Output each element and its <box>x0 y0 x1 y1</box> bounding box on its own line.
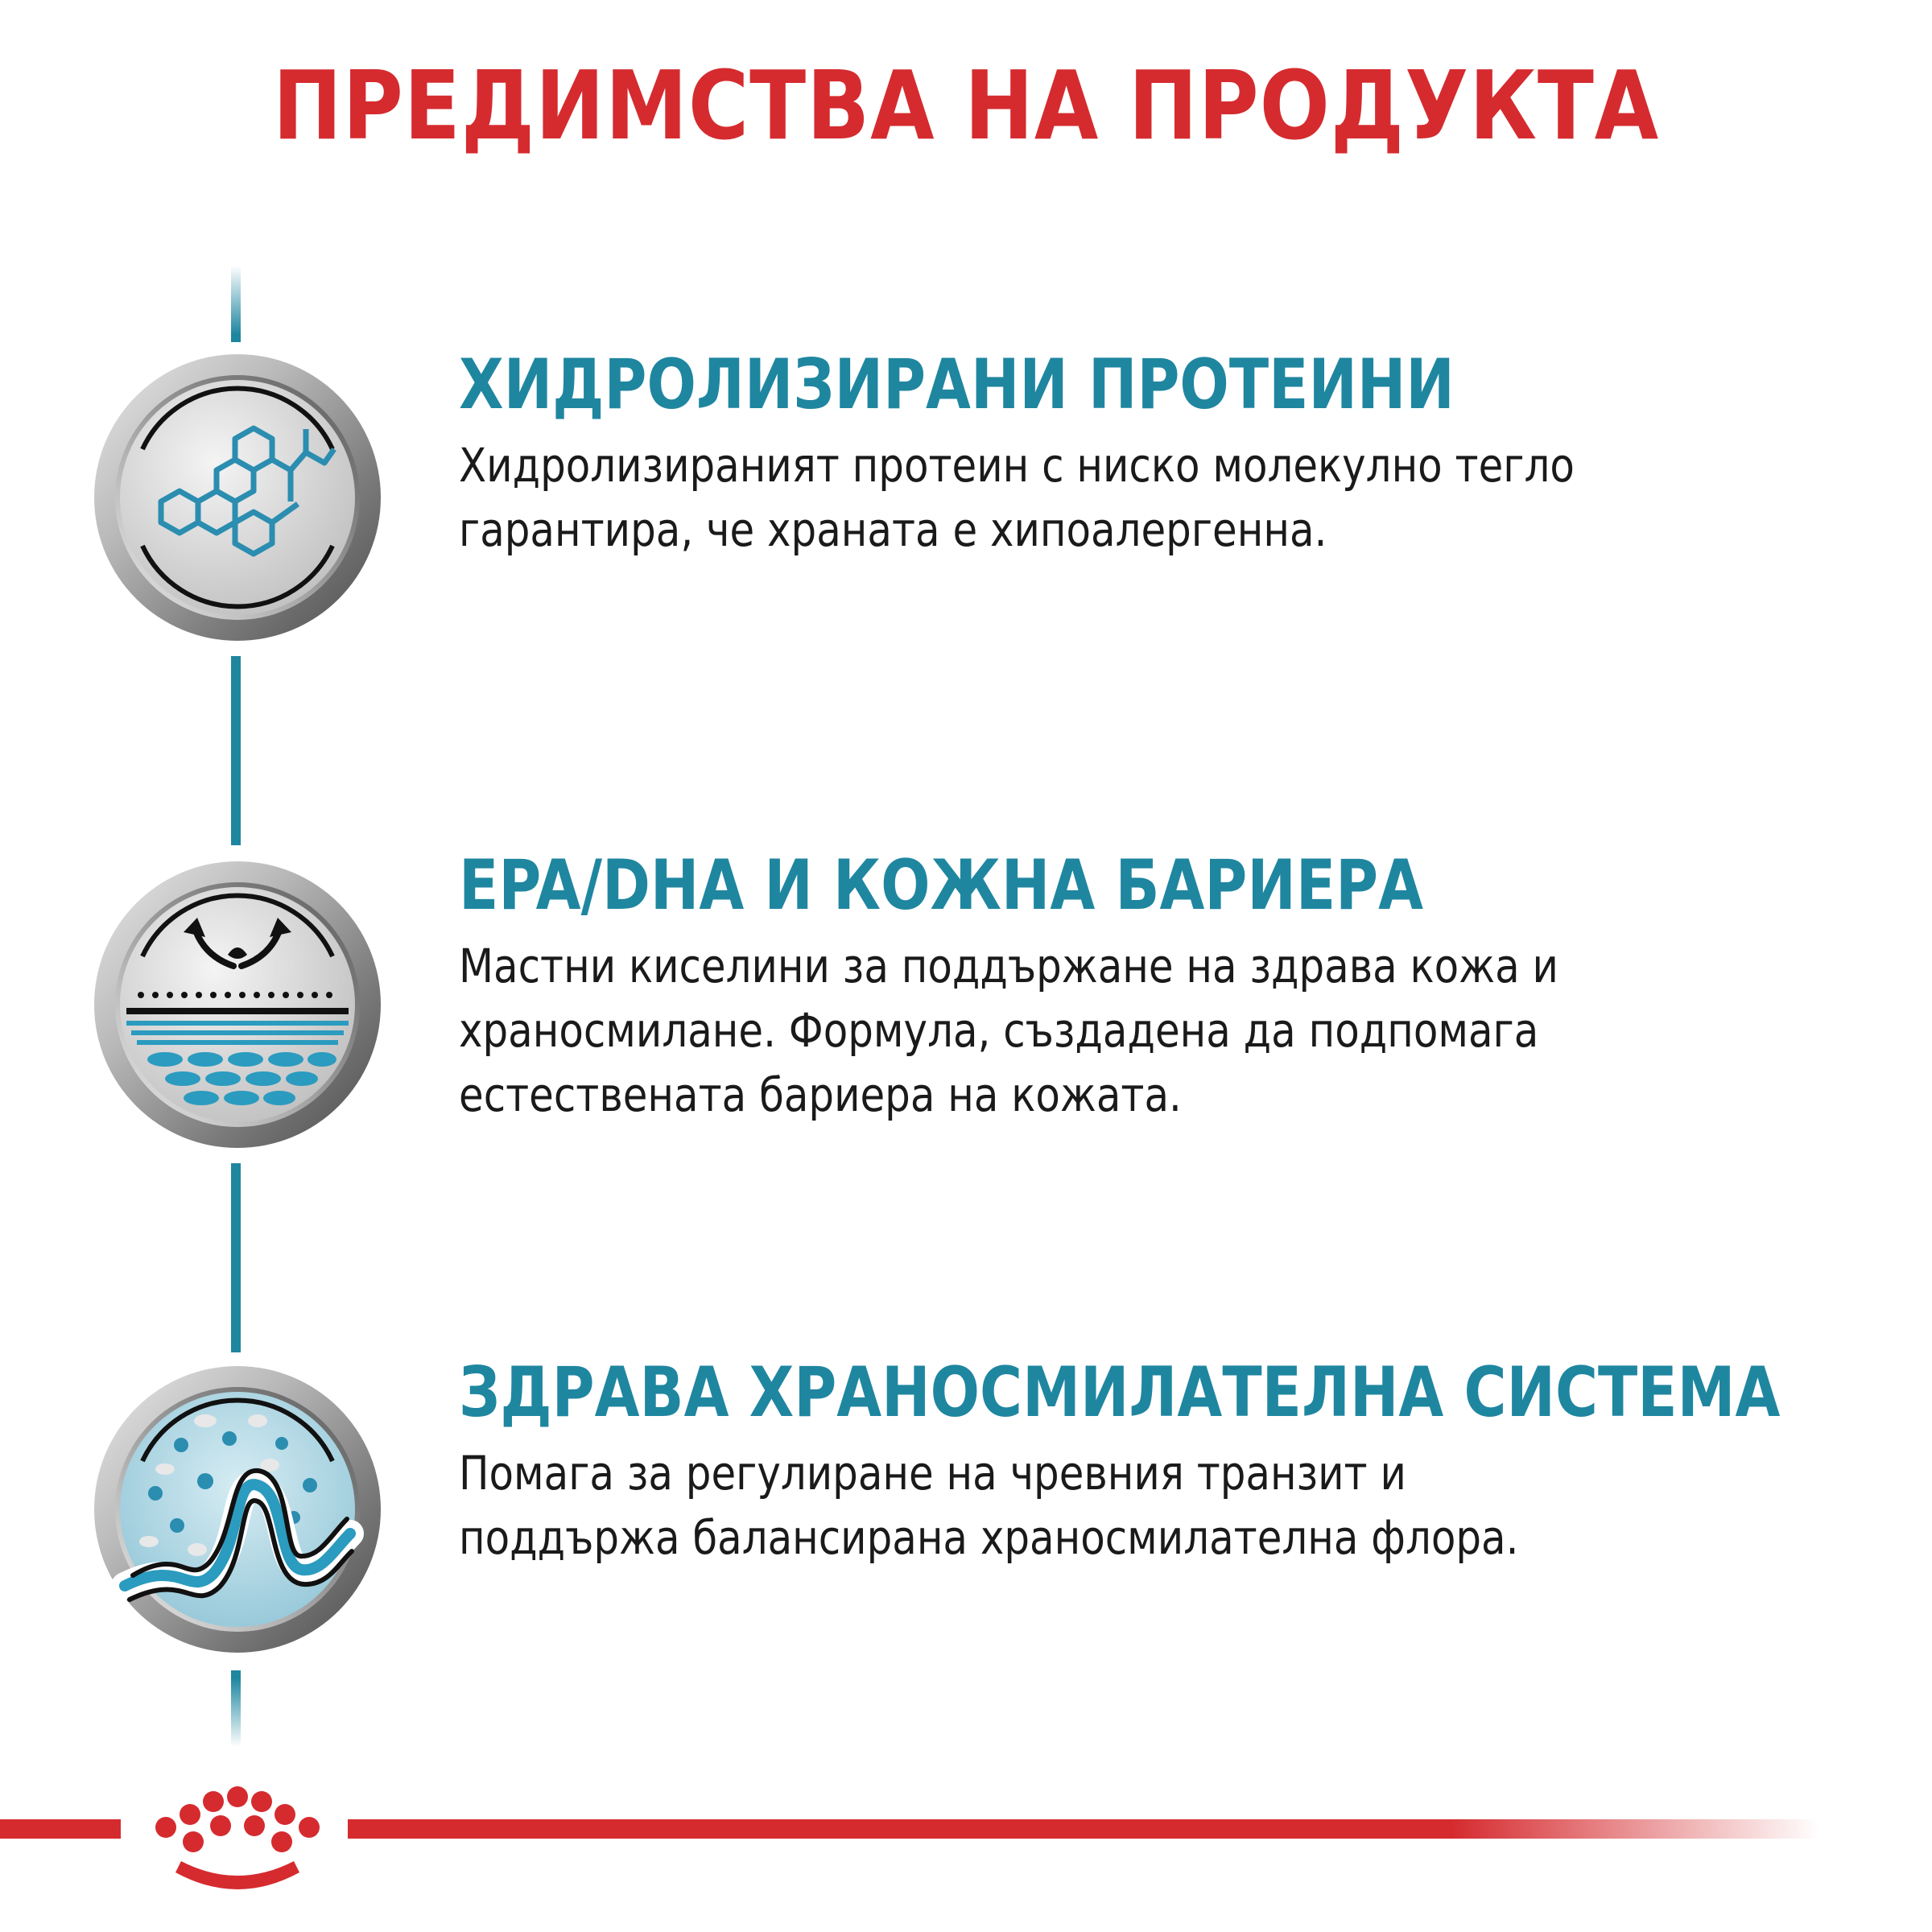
benefit-badge <box>93 860 382 1150</box>
benefit-description <box>459 934 1705 1127</box>
brand-divider-right <box>348 1819 1819 1839</box>
benefit-description-line: храносмилане. Формула, създадена да подпомага <box>459 1003 1539 1058</box>
benefit-badge <box>93 353 382 642</box>
timeline-segment <box>231 656 241 845</box>
benefit-description-line: Хидролизираният протеин с ниско молекулно тегло <box>459 438 1575 493</box>
royal-canin-crown-logo <box>137 1779 338 1900</box>
benefit-description <box>459 433 1705 562</box>
benefit-badge <box>93 1364 382 1654</box>
brand-divider-left <box>0 1819 121 1839</box>
timeline-segment <box>231 1163 241 1352</box>
page-title: ПРЕДИМСТВА НА ПРОДУКТА <box>272 50 1660 161</box>
benefit-description-line: естествената бариера на кожата. <box>459 1067 1182 1122</box>
benefit-description-line: Помага за регулиране на чревния транзит и <box>459 1446 1406 1501</box>
timeline-segment <box>231 1670 241 1747</box>
benefit-title: ХИДРОЛИЗИРАНИ ПРОТЕИНИ <box>459 345 1455 425</box>
benefit-item <box>459 845 1908 1127</box>
benefit-title: EPA/DHA И КОЖНА БАРИЕРА <box>459 845 1424 926</box>
benefit-description <box>459 1441 1705 1570</box>
molecule-icon <box>93 353 382 642</box>
benefit-description-line: поддържа балансирана храносмилателна флора. <box>459 1510 1519 1565</box>
benefit-item <box>459 1352 1908 1570</box>
benefit-description-line: Мастни киселини за поддържане на здрава кожа и <box>459 939 1558 993</box>
timeline-segment <box>231 266 241 342</box>
benefit-title: ЗДРАВА ХРАНОСМИЛАТЕЛНА СИСТЕМА <box>459 1352 1781 1433</box>
skin-barrier-icon <box>93 860 382 1150</box>
digestive-flora-icon <box>93 1364 382 1654</box>
benefit-description-line: гарантира, че храната е хипоалергенна. <box>459 502 1327 557</box>
benefit-item <box>459 345 1908 562</box>
